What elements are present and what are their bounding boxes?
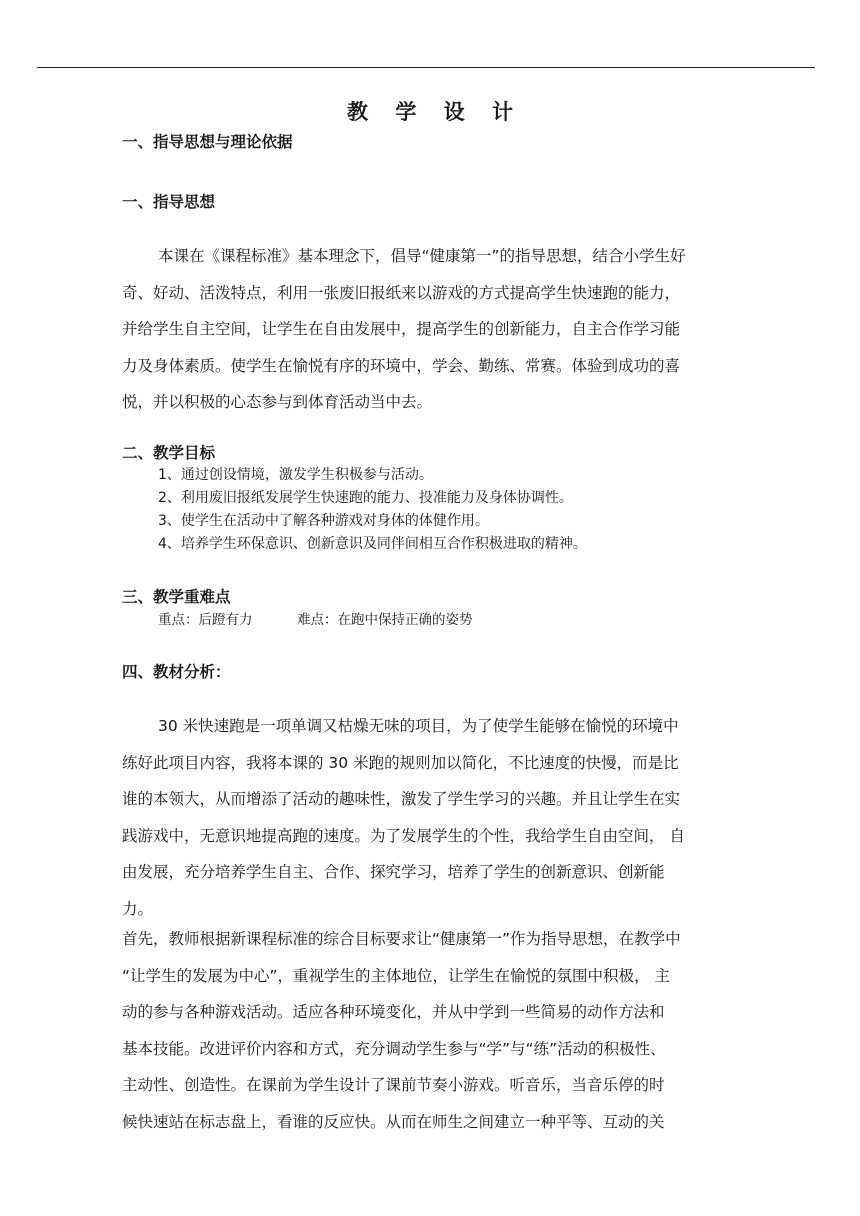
text-line: 30 米快速跑是一项单调又枯燥无味的项目，为了使学生能够在愉悦的环境中 bbox=[158, 717, 679, 735]
goal-item: 4、培养学生环保意识、创新意识及同伴间相互合作积极进取的精神。 bbox=[158, 536, 587, 552]
text-line: 力。 bbox=[122, 899, 154, 918]
text-line: 基本技能。改进评价内容和方式，充分调动学生参与“学”与“练”活动的积极性、 bbox=[122, 1039, 666, 1058]
material-analysis-paragraph-1 bbox=[122, 708, 748, 927]
goal-item: 3、使学生在活动中了解各种游戏对身体的体健作用。 bbox=[158, 513, 489, 529]
text-line: 谁的本领大，从而增添了活动的趣味性，激发了学生学习的兴趣。并且让学生在实 bbox=[122, 790, 681, 808]
text-line: 练好此项目内容，我将本课的 30 米跑的规则加以简化，不比速度的快慢，而是比 bbox=[122, 753, 679, 772]
text-line: 并给学生自主空间，让学生在自由发展中，提高学生的创新能力，自主合作学习能 bbox=[122, 320, 681, 338]
text-line: 践游戏中，无意识地提高跑的速度。为了发展学生的个性，我给学生自由空间， 自 bbox=[122, 826, 685, 845]
difficult-point: 难点：在跑中保持正确的姿势 bbox=[297, 612, 473, 628]
text-line: 悦，并以积极的心态参与到体育活动当中去。 bbox=[122, 393, 433, 411]
text-line: 动的参与各种游戏活动。适应各种环境变化，并从中学到一些简易的动作方法和 bbox=[122, 1003, 665, 1021]
section-heading-guiding-theory: 一、指导思想与理论依据 bbox=[122, 133, 293, 151]
text-line: 首先，教师根据新课程标准的综合目标要求让“健康第一”作为指导思想，在教学中 bbox=[122, 930, 681, 948]
section-heading-material-analysis: 四、教材分析： bbox=[122, 663, 231, 681]
text-line: 候快速站在标志盘上，看谁的反应快。从而在师生之间建立一种平等、互动的关 bbox=[122, 1112, 665, 1131]
header-rule bbox=[37, 67, 815, 68]
text-line: 力及身体素质。使学生在愉悦有序的环境中，学会、勤练、常赛。体验到成功的喜 bbox=[122, 356, 681, 375]
section-heading-teaching-goals: 二、教学目标 bbox=[122, 444, 216, 462]
key-point: 重点：后蹬有力 bbox=[158, 612, 253, 628]
text-line: “让学生的发展为中心”，重视学生的主体地位，让学生在愉悦的氛围中积极， 主 bbox=[122, 966, 670, 985]
material-analysis-paragraph-2 bbox=[122, 921, 748, 1140]
text-line: 主动性、创造性。在课前为学生设计了课前节奏小游戏。听音乐，当音乐停的时 bbox=[122, 1076, 665, 1094]
section-heading-guiding-thought: 一、指导思想 bbox=[122, 193, 216, 211]
guiding-thought-paragraph bbox=[122, 238, 748, 421]
goal-item: 1、通过创设情境，激发学生积极参与活动。 bbox=[158, 467, 433, 483]
section-heading-key-difficult-points: 三、教学重难点 bbox=[122, 588, 231, 606]
page-title: 教 学 设 计 bbox=[347, 100, 523, 124]
text-line: 奇、好动、活泼特点，利用一张废旧报纸来以游戏的方式提高学生快速跑的能力， bbox=[122, 283, 681, 302]
text-line: 本课在《课程标准》基本理念下，倡导“健康第一”的指导思想，结合小学生好 bbox=[158, 247, 686, 265]
goal-item: 2、利用废旧报纸发展学生快速跑的能力、投准能力及身体协调性。 bbox=[158, 490, 573, 506]
text-line: 由发展，充分培养学生自主、合作、探究学习，培养了学生的创新意识、创新能 bbox=[122, 863, 665, 881]
